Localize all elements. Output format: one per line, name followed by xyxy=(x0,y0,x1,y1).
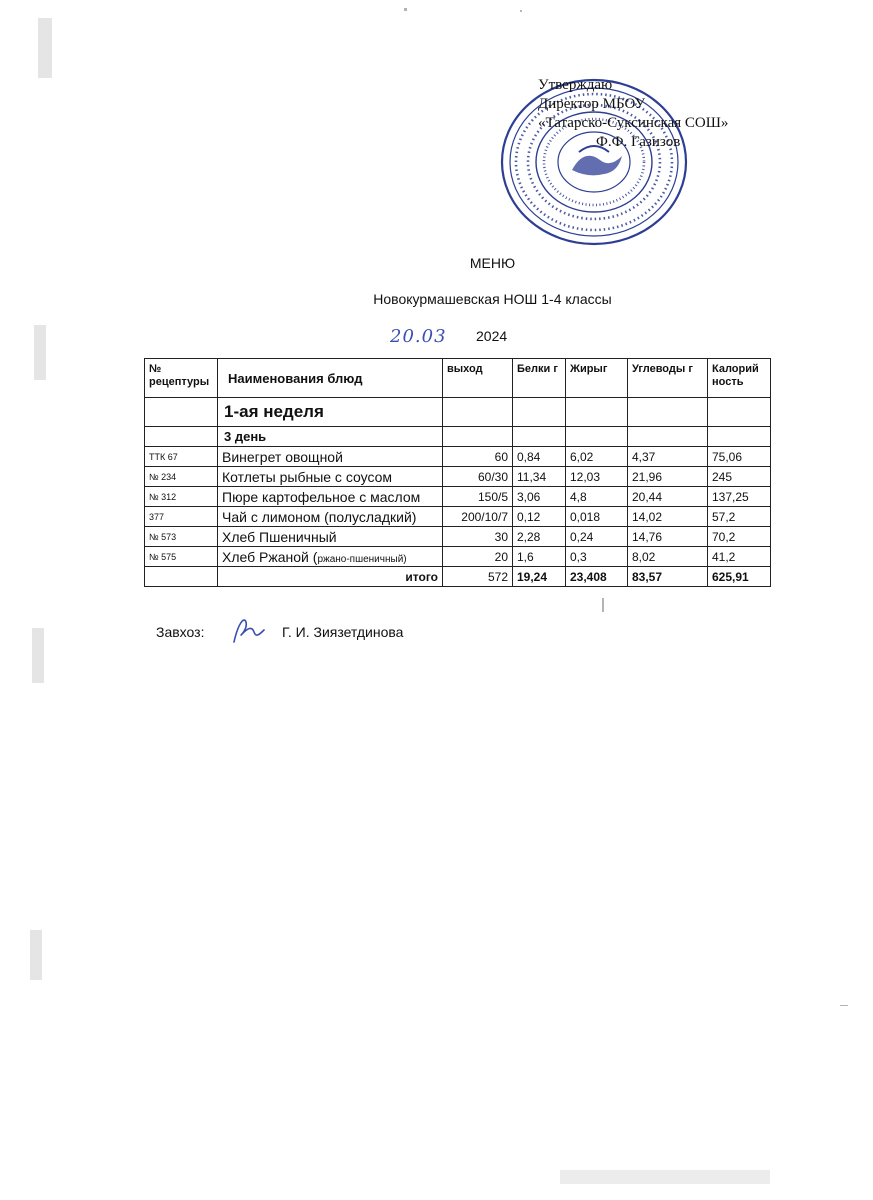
document-title: МЕНЮ xyxy=(469,255,516,271)
calories-cell: 245 xyxy=(708,467,771,487)
header-fat: Жирыг xyxy=(566,359,628,398)
header-dish-name: Наименования блюд xyxy=(218,359,443,398)
carbs-cell: 21,96 xyxy=(628,467,708,487)
header-recipe: № рецептуры xyxy=(145,359,218,398)
table-row xyxy=(145,547,771,567)
year: 2024 xyxy=(476,328,508,344)
dish-name-cell: Котлеты рыбные с соусом xyxy=(218,467,443,487)
calories-cell: 57,2 xyxy=(708,507,771,527)
day-label: 3 день xyxy=(218,427,443,447)
total-calories: 625,91 xyxy=(708,567,771,587)
carbs-cell: 4,37 xyxy=(628,447,708,467)
handwritten-date: 20.03 xyxy=(390,326,447,347)
recipe-cell: № 234 xyxy=(145,467,218,487)
fat-cell: 12,03 xyxy=(566,467,628,487)
recipe-cell: 377 xyxy=(145,507,218,527)
day-row xyxy=(145,427,771,447)
yield-cell: 30 xyxy=(443,527,513,547)
storekeeper-label: Завхоз: xyxy=(156,624,205,640)
protein-cell: 11,34 xyxy=(513,467,566,487)
header-carbs: Углеводы г xyxy=(628,359,708,398)
protein-cell: 2,28 xyxy=(513,527,566,547)
approval-organization: «Татарско-Суксинская СОШ» xyxy=(538,115,729,131)
header-yield: выход xyxy=(443,359,513,398)
carbs-cell: 8,02 xyxy=(628,547,708,567)
total-carbs: 83,57 xyxy=(628,567,708,587)
recipe-cell: ТТК 67 xyxy=(145,447,218,467)
total-yield: 572 xyxy=(443,567,513,587)
protein-cell: 1,6 xyxy=(513,547,566,567)
yield-cell: 60/30 xyxy=(443,467,513,487)
table-row xyxy=(145,487,771,507)
protein-cell: 0,84 xyxy=(513,447,566,467)
protein-cell: 3,06 xyxy=(513,487,566,507)
fat-cell: 0,018 xyxy=(566,507,628,527)
signature-icon xyxy=(228,612,268,646)
week-label: 1-ая неделя xyxy=(218,398,443,427)
fat-cell: 4,8 xyxy=(566,487,628,507)
recipe-cell: № 573 xyxy=(145,527,218,547)
yield-cell: 150/5 xyxy=(443,487,513,507)
table-header-row xyxy=(145,359,771,398)
header-protein: Белки г xyxy=(513,359,566,398)
approval-block xyxy=(538,76,728,152)
week-row xyxy=(145,398,771,427)
carbs-cell: 20,44 xyxy=(628,487,708,507)
total-fat: 23,408 xyxy=(566,567,628,587)
yield-cell: 200/10/7 xyxy=(443,507,513,527)
dish-name-cell: Пюре картофельное с маслом xyxy=(218,487,443,507)
menu-table xyxy=(144,358,771,587)
protein-cell: 0,12 xyxy=(513,507,566,527)
total-row xyxy=(145,567,771,587)
table-row xyxy=(145,467,771,487)
total-label: итого xyxy=(218,567,443,587)
yield-cell: 20 xyxy=(443,547,513,567)
table-row xyxy=(145,507,771,527)
yield-cell: 60 xyxy=(443,447,513,467)
carbs-cell: 14,76 xyxy=(628,527,708,547)
dish-name-cell: Хлеб Пшеничный xyxy=(218,527,443,547)
calories-cell: 41,2 xyxy=(708,547,771,567)
storekeeper-name: Г. И. Зиязетдинова xyxy=(282,624,404,640)
fat-cell: 0,24 xyxy=(566,527,628,547)
approval-director-name: Ф.Ф. Газизов xyxy=(596,134,681,150)
fat-cell: 0,3 xyxy=(566,547,628,567)
fat-cell: 6,02 xyxy=(566,447,628,467)
calories-cell: 137,25 xyxy=(708,487,771,507)
calories-cell: 75,06 xyxy=(708,447,771,467)
dish-name-cell: Чай с лимоном (полусладкий) xyxy=(218,507,443,527)
recipe-cell: № 575 xyxy=(145,547,218,567)
approval-position: Директор МБОУ xyxy=(538,96,646,112)
header-calories: Калорий ность xyxy=(708,359,771,398)
total-protein: 19,24 xyxy=(513,567,566,587)
dish-name-cell: Винегрет овощной xyxy=(218,447,443,467)
document-subtitle: Новокурмашевская НОШ 1-4 классы xyxy=(373,291,612,307)
dish-name-cell: Хлеб Ржаной (ржано-пшеничный) xyxy=(218,547,443,567)
approval-label: Утверждаю xyxy=(538,77,613,93)
recipe-cell: № 312 xyxy=(145,487,218,507)
carbs-cell: 14,02 xyxy=(628,507,708,527)
table-row xyxy=(145,447,771,467)
table-row xyxy=(145,527,771,547)
calories-cell: 70,2 xyxy=(708,527,771,547)
